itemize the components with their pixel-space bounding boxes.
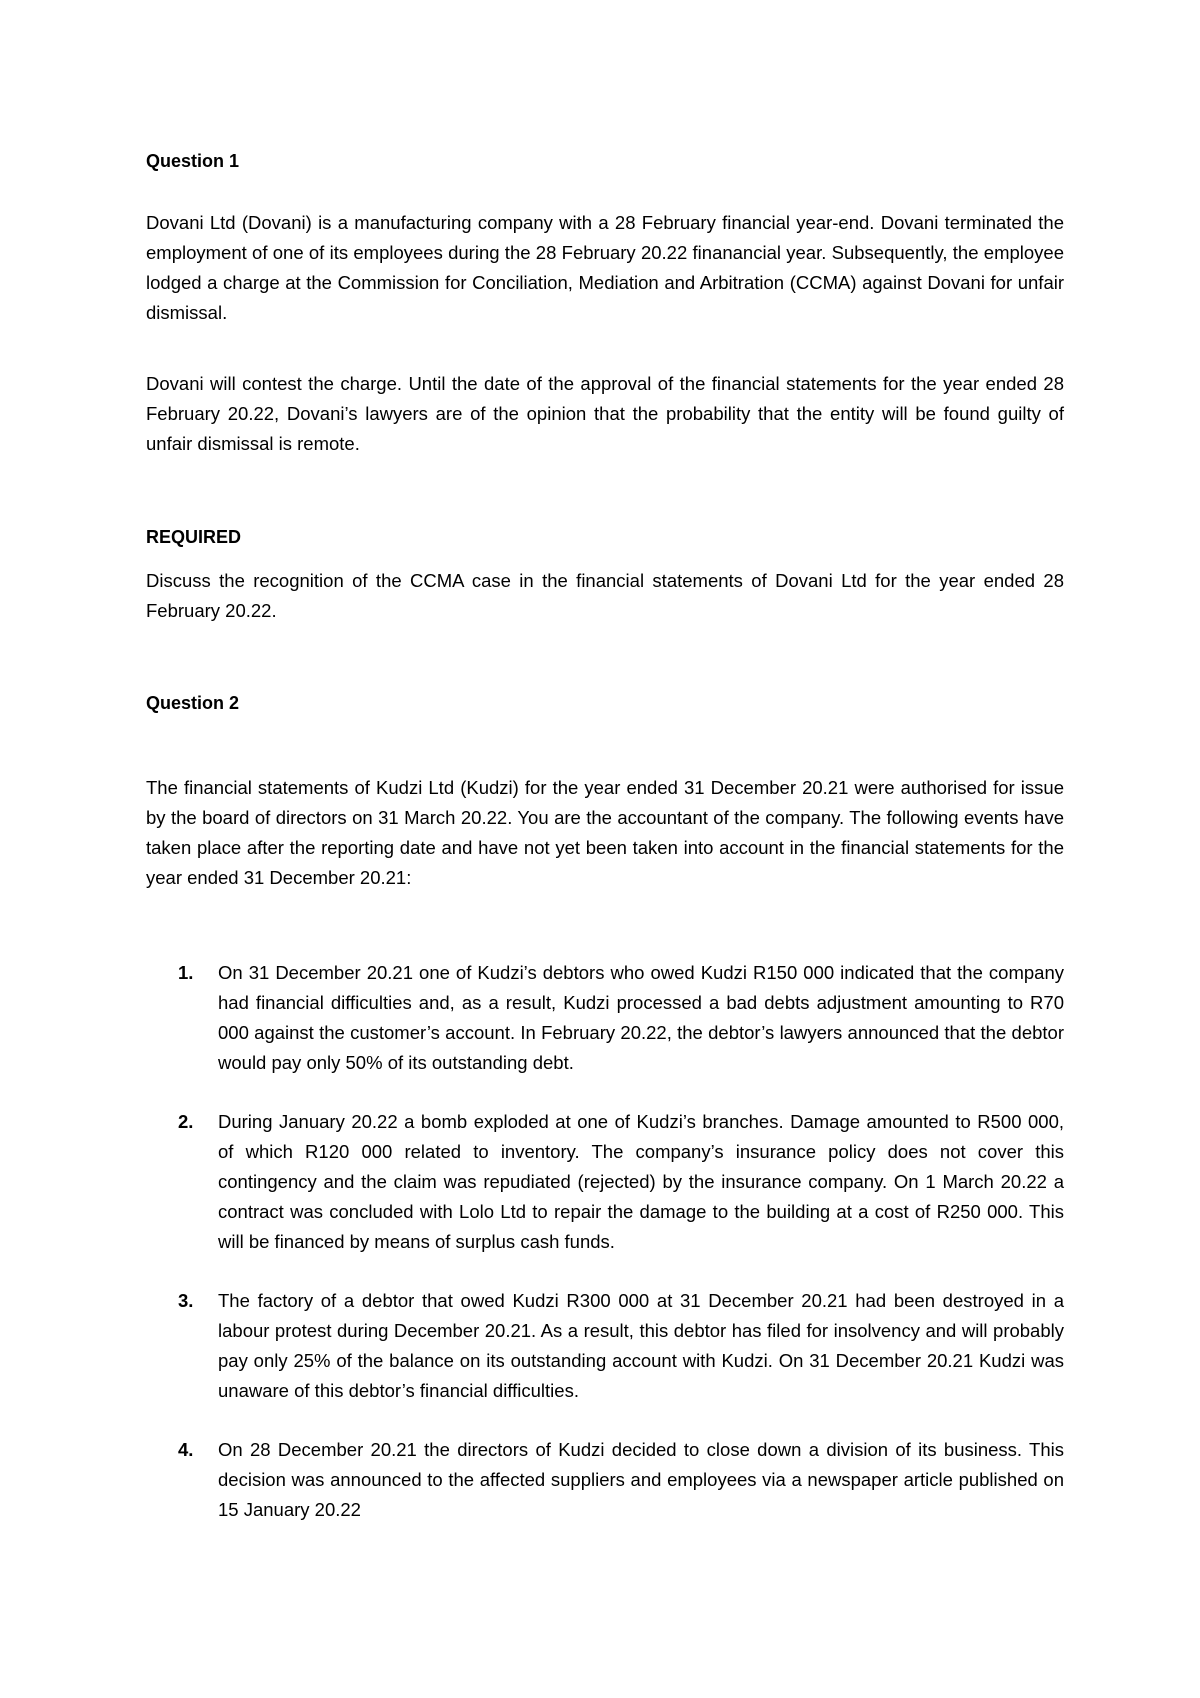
list-item <box>178 1286 1064 1406</box>
list-item-number: 1. <box>178 962 194 983</box>
question-2-heading: Question 2 <box>146 693 240 713</box>
events-list <box>178 958 1064 1554</box>
question-1-paragraph-2: Dovani will contest the charge. Until the date of the approval of the financial statements for the year ended 28 February 20.22, Dovani’s lawyers are of the opinion that the probability that the entity will be found guilty of unfair dismissal is remote. <box>146 373 1064 454</box>
list-item-number: 4. <box>178 1439 194 1460</box>
required-text: Discuss the recognition of the CCMA case in the financial statements of Dovani Ltd for the year ended 28 February 20.22. <box>146 570 1064 621</box>
list-item <box>178 958 1064 1078</box>
list-item-text: On 28 December 20.21 the directors of Kudzi decided to close down a division of its business. This decision was announced to the affected suppliers and employees via a newspaper article published on 15 January 20.22 <box>218 1439 1064 1520</box>
question-2-intro: The financial statements of Kudzi Ltd (Kudzi) for the year ended 31 December 20.21 were authorised for issue by the board of directors on 31 March 20.22. You are the accountant of the company. The following events have taken place after the reporting date and have not yet been taken into account in the financial statements for the year ended 31 December 20.21: <box>146 777 1064 888</box>
list-item-number: 2. <box>178 1111 194 1132</box>
list-item-text: The factory of a debtor that owed Kudzi R300 000 at 31 December 20.21 had been destroyed in a labour protest during December 20.21. As a result, this debtor has filed for insolvency and will probably pay only 25% of the balance on its outstanding account with Kudzi. On 31 December 20.21 Kudzi was unaware of this debtor’s financial difficulties. <box>218 1290 1064 1401</box>
question-1-paragraph-1: Dovani Ltd (Dovani) is a manufacturing company with a 28 February financial year-end. Dovani terminated the employment of one of its employees during the 28 February 20.22 finanancial year. Subsequently, the employee lodged a charge at the Commission for Conciliation, Mediation and Arbitration (CCMA) against Dovani for unfair dismissal. <box>146 212 1064 323</box>
list-item-text: On 31 December 20.21 one of Kudzi’s debtors who owed Kudzi R150 000 indicated that the company had financial difficulties and, as a result, Kudzi processed a bad debts adjustment amounting to R70 000 against the customer’s account. In February 20.22, the debtor’s lawyers announced that the debtor would pay only 50% of its outstanding debt. <box>218 962 1064 1073</box>
list-item-number: 3. <box>178 1290 194 1311</box>
required-heading: REQUIRED <box>146 527 242 547</box>
question-1-heading: Question 1 <box>146 151 240 171</box>
list-item <box>178 1107 1064 1257</box>
list-item <box>178 1435 1064 1525</box>
list-item-text: During January 20.22 a bomb exploded at one of Kudzi’s branches. Damage amounted to R500 000, of which R120 000 related to inventory. The company’s insurance policy does not cover this contingency and the claim was repudiated (rejected) by the insurance company. On 1 March 20.22 a contract was concluded with Lolo Ltd to repair the damage to the building at a cost of R250 000. This will be financed by means of surplus cash funds. <box>218 1111 1064 1252</box>
